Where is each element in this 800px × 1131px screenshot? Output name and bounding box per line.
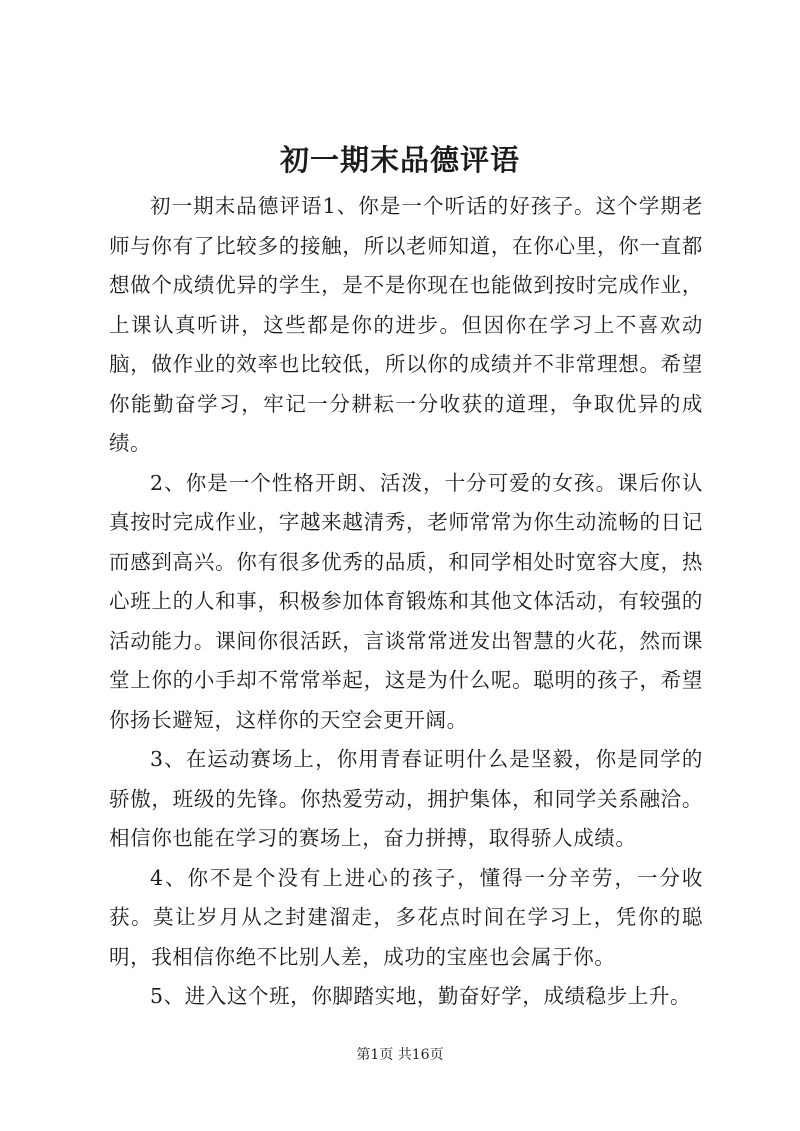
page-footer: 第1页 共16页 [356,1047,444,1063]
paragraph-2: 2、你是一个性格开朗、活泼，十分可爱的女孩。课后你认真按时完成作业，字越来越清秀，老师常常为你生动流畅的日记而感到高兴。你有很多优秀的品质，和同学相处时宽容大度，热心班上的人和事，积极参加体育锻炼和其他文体活动，有较强的活动能力。课间你很活跃，言谈常常迸发出智慧的火花，然而课堂上你的小手却不常常举起，这是为什么呢。聪明的孩子，希望你扬长避短，这样你的天空会更开阔。 [109,470,703,732]
paragraph-1: 初一期末品德评语1、你是一个听话的好孩子。这个学期老师与你有了比较多的接触，所以老师知道，在你心里，你一直都想做个成绩优异的学生，是不是你现在也能做到按时完成作业，上课认真听讲，这些都是你的进步。但因你在学习上不喜欢动脑，做作业的效率也比较低，所以你的成绩并不非常理想。希望你能勤奋学习，牢记一分耕耘一分收获的道理，争取优异的成绩。 [109,194,703,455]
paragraph-5: 5、进入这个班，你脚踏实地，勤奋好学，成绩稳步上升。 [150,984,692,1008]
document-body [109,187,703,1017]
paragraph-4: 4、你不是个没有上进心的孩子，懂得一分辛劳，一分收获。莫让岁月从之封建溜走，多花点时间在学习上，凭你的聪明，我相信你绝不比别人差，成功的宝座也会属于你。 [109,865,703,969]
document-title: 初一期末品德评语 [279,143,520,177]
paragraph-3: 3、在运动赛场上，你用青春证明什么是坚毅，你是同学的骄傲，班级的先锋。你热爱劳动，拥护集体，和同学关系融洽。相信你也能在学习的赛场上，奋力拼搏，取得骄人成绩。 [109,747,703,850]
